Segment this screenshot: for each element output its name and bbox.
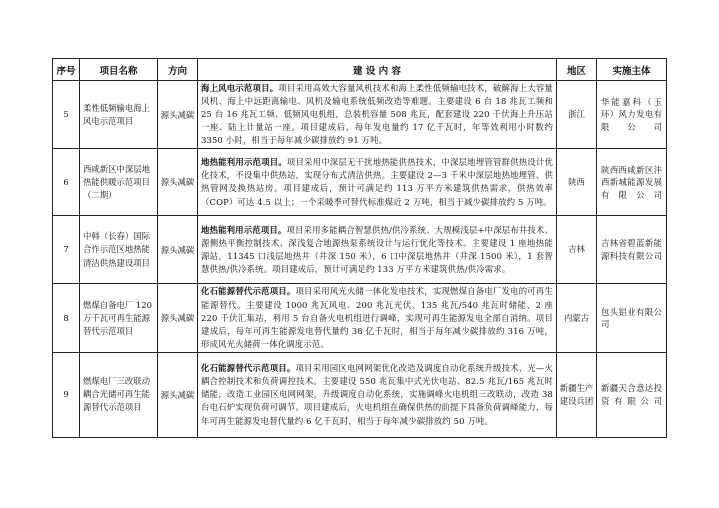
row-direction: 源头减碳 bbox=[158, 81, 198, 149]
row-entity: 新疆天合意达投资有限公司 bbox=[597, 352, 667, 437]
header-content: 建 设 内 容 bbox=[198, 59, 557, 81]
row-direction: 源头减碳 bbox=[158, 352, 198, 437]
row-project-name: 中韩（长春）国际合作示范区地热能清洁供热建设项目 bbox=[80, 216, 158, 284]
row-content-subtitle: 化石能源替代示范项目。 bbox=[201, 363, 296, 374]
row-region: 新疆生产建设兵团 bbox=[557, 352, 597, 437]
header-name: 项目名称 bbox=[80, 59, 158, 81]
row-project-name: 燃煤自备电厂 120 万千瓦可再生能源替代示范项目 bbox=[80, 284, 158, 352]
row-project-name: 西咸新区中深层地热能供暖示范项目（二期） bbox=[80, 149, 158, 216]
row-content bbox=[198, 216, 557, 284]
row-project-name: 柔性低频输电海上风电示范项目 bbox=[80, 81, 158, 149]
row-no: 9 bbox=[53, 352, 80, 437]
row-direction: 源头减碳 bbox=[158, 216, 198, 284]
table-row bbox=[53, 149, 667, 216]
row-content-text: 项目采用风光火储一体化发电技术，实现燃煤自备电厂发电的可再生能源替代。主要建设 1000 兆瓦风电、200 兆瓦光伏、135 兆瓦/540 兆瓦时储能、2 座 220 千伏汇集站，利用 5 台自备火电机组进行调峰，实现可再生能源发电全部自消纳。项目建成后，每年可再生能源发电替代量约 38 亿千瓦时，相当于每年减少碳排放约 316 万吨，形成风光火储荷一体化调度示范。 bbox=[201, 286, 553, 349]
row-direction: 源头减碳 bbox=[158, 149, 198, 216]
row-content-subtitle: 地热能利用示范项目。 bbox=[201, 157, 287, 168]
row-content-text: 项目采用中深层无干扰地热能供热技术，中深层地埋管管群供热设计优化技术，不设集中供热站，实现分布式清洁供热。主要建设 2—3 千米中深层地热地埋管、供热管网及换热站房。项目建成后，预计可满足约 113 万平方米建筑供热需求，供热效率（COP）可达 4.5 以上；一个采暖季可替代标准煤近 2 万吨，相当于减少碳排放约 5 万吨。 bbox=[201, 157, 553, 207]
row-content-subtitle: 海上风电示范项目。 bbox=[201, 83, 279, 93]
header-direction: 方向 bbox=[158, 59, 198, 81]
row-content-text: 项目采用园区电网网架优化改造及调度自动化系统升级技术、光—火耦合控制技术和负荷调控技术。主要建设 550 兆瓦集中式光伏电站、82.5 兆瓦/165 兆瓦时储能，改造工业园区电网网架，升级调度自动化系统，实施调峰火电机组三改联动，改造 38 台电石炉实现负荷可调节。项目建成后，火电机组在确保供热的前提下具备负荷调峰能力，每年可再生能源发电替代量约 6 亿千瓦时，相当于每年减少碳排放约 50 万吨。 bbox=[201, 363, 553, 426]
row-content bbox=[198, 284, 557, 352]
row-content-text: 项目采用多能耦合智慧供热/供冷系统、大规模浅层+中深层布井技术、源侧热平衡控制技术、深浅复合地源热泵系统设计与运行优化等技术。主要建设 1 座地热能源站，11345 口浅层地热井（井深 150 米），6 口中深层地热井（井深 1500 米），1 套智慧供热/供冷系统。项目建成后，预计可满足约 133 万平方米建筑供热/供冷需求。 bbox=[201, 224, 554, 275]
projects-table bbox=[52, 58, 667, 438]
row-entity: 华能嘉科（玉环）风力发电有限公司 bbox=[597, 81, 667, 149]
header-no: 序号 bbox=[53, 59, 80, 81]
row-content bbox=[198, 352, 557, 437]
table-row bbox=[53, 352, 667, 437]
row-content-subtitle: 地热能利用示范项目。 bbox=[201, 224, 287, 235]
row-no: 8 bbox=[53, 284, 80, 352]
row-content-subtitle: 化石能源替代示范项目。 bbox=[201, 286, 296, 297]
header-entity: 实施主体 bbox=[597, 59, 667, 81]
row-region: 内蒙古 bbox=[557, 284, 597, 352]
row-content-text: 项目采用高效大容量风机技术和海上柔性低频输电技术，破解海上大容量风机、海上中远距离输电、风机及输电系统低频改造等难题。主要建设 6 台 18 兆瓦工频和 25 台 16 兆瓦工频、低频风电机组，总装机容量 508 兆瓦，配套建设 220 千伏海上升压站一座、陆上计量站一座。项目建成后，每年发电量约 17 亿千瓦时，年等效利用小时数约 3350 小时，相当于每年减少碳排放约 91 万吨。 bbox=[201, 83, 553, 146]
row-content bbox=[198, 149, 557, 216]
table-header-row bbox=[53, 59, 667, 81]
row-no: 7 bbox=[53, 216, 80, 284]
row-region: 浙江 bbox=[557, 81, 597, 149]
header-region: 地区 bbox=[557, 59, 597, 81]
row-direction: 源头减碳 bbox=[158, 284, 198, 352]
table-row bbox=[53, 81, 667, 149]
row-region: 陕西 bbox=[557, 149, 597, 216]
row-region: 吉林 bbox=[557, 216, 597, 284]
row-entity: 吉林省碧蓝新能源科技有限公司 bbox=[597, 216, 667, 284]
table-row bbox=[53, 216, 667, 284]
row-project-name: 燃煤电厂三改联动耦合光储可再生能源替代示范项目 bbox=[80, 352, 158, 437]
row-no: 6 bbox=[53, 149, 80, 216]
row-entity: 陕西西咸新区沣西新城能源发展有限公司 bbox=[597, 149, 667, 216]
row-no: 5 bbox=[53, 81, 80, 149]
row-entity: 包头铝业有限公司 bbox=[597, 284, 667, 352]
table-row bbox=[53, 284, 667, 352]
row-content bbox=[198, 81, 557, 149]
